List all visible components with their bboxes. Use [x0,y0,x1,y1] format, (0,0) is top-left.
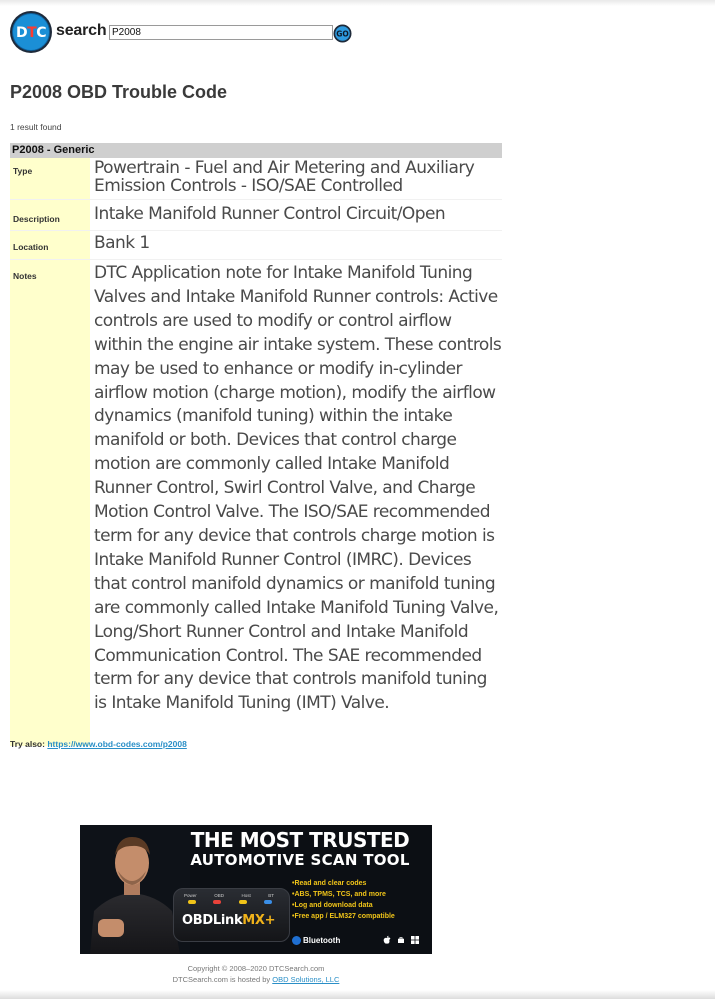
row-location [10,231,502,260]
location-label: Location [10,231,90,259]
notes-label: Notes [10,260,90,746]
windows-icon [410,935,420,945]
type-label: Type [10,158,90,199]
footer-copyright: Copyright © 2008–2020 DTCSearch.com [187,964,325,973]
dtc-logo[interactable] [9,10,53,54]
footer-hosted-prefix: DTCSearch.com is hosted by [172,975,271,984]
device-labels [184,893,274,898]
try-also [10,739,187,749]
android-icon [396,935,406,945]
led-bt [264,900,272,904]
row-description [10,200,502,231]
ad-feature: • Free app / ELM327 compatible [292,911,395,922]
ad-feature: • ABS, TPMS, TCS, and more [292,889,395,900]
type-value: Powertrain - Fuel and Air Metering and Auxiliary Emission Controls - ISO/SAE Controlled [94,158,475,196]
row-type [10,158,502,200]
description-value: Intake Manifold Runner Control Circuit/Open [94,204,446,224]
brand-name: OBDLink [182,913,243,928]
led-obd [213,900,221,904]
go-button[interactable] [333,24,352,43]
ad-subheadline: AUTOMOTIVE SCAN TOOL [190,851,410,869]
device-label-host: Host [241,893,251,898]
bottom-edge [0,990,715,999]
device-leds [188,900,272,904]
go-label: GO [336,29,349,39]
description-label: Description [10,200,90,230]
location-value: Bank 1 [94,233,150,253]
ad-feature: • Read and clear codes [292,878,395,889]
platform-icons [382,935,420,945]
notes-value: DTC Application note for Intake Manifold Tuning Valves and Intake Manifold Runner controls: Active controls are used to modify or control airflow within the engine air intake system. These controls may be used to enhance or modify in-cylinder airflow motion (charge motion), modify the airflow dynamics (manifold tuning) within the intake manifold or both. Devices that control charge motion are commonly called Intake Manifold Runner Control, Swirl Control Valve, and Charge Motion Control Valve. The ISO/SAE recommended term for any device that controls charge motion is Intake Manifold Runner Control (IMRC). Devices that control manifold dynamics or manifold tuning are commonly called Intake Manifold Tuning Valve, Long/Short Runner Control and Intake Manifold Communication Control. The SAE recommended term for any device that controls manifold tuning is Intake Manifold Tuning (IMT) Valve. [94,263,502,714]
device-label-power: Power [184,893,197,898]
device-brand [182,913,275,928]
led-host [239,900,247,904]
result-count: 1 result found [10,122,62,132]
result-heading: P2008 - Generic [10,143,502,158]
ad-feature-list [292,878,395,922]
bluetooth-icon [292,936,301,945]
device-label-obd: OBD [214,893,224,898]
top-edge [0,0,715,6]
logo-search-word: search [56,22,107,39]
svg-text:DTC: DTC [16,25,46,41]
apple-icon [382,935,392,945]
bluetooth-badge [292,936,340,945]
search-input[interactable] [109,25,333,40]
brand-suffix: MX+ [242,913,276,928]
page-title: P2008 OBD Trouble Code [10,82,228,102]
led-power [188,900,196,904]
device-label-bt: BT [268,893,274,898]
footer-host-link[interactable]: OBD Solutions, LLC [272,975,340,984]
row-notes [10,260,502,746]
ad-feature: • Log and download data [292,900,395,911]
ad-headline: THE MOST TRUSTED [190,828,410,852]
footer [80,963,432,985]
result-card [10,143,502,746]
try-also-label: Try also: [10,739,45,749]
ad-banner[interactable] [80,825,432,954]
try-also-link[interactable]: https://www.obd-codes.com/p2008 [47,739,187,749]
go-icon [333,24,352,43]
bluetooth-label: Bluetooth [303,936,341,945]
obdlink-device [173,888,290,942]
footer-hosted [80,974,432,985]
